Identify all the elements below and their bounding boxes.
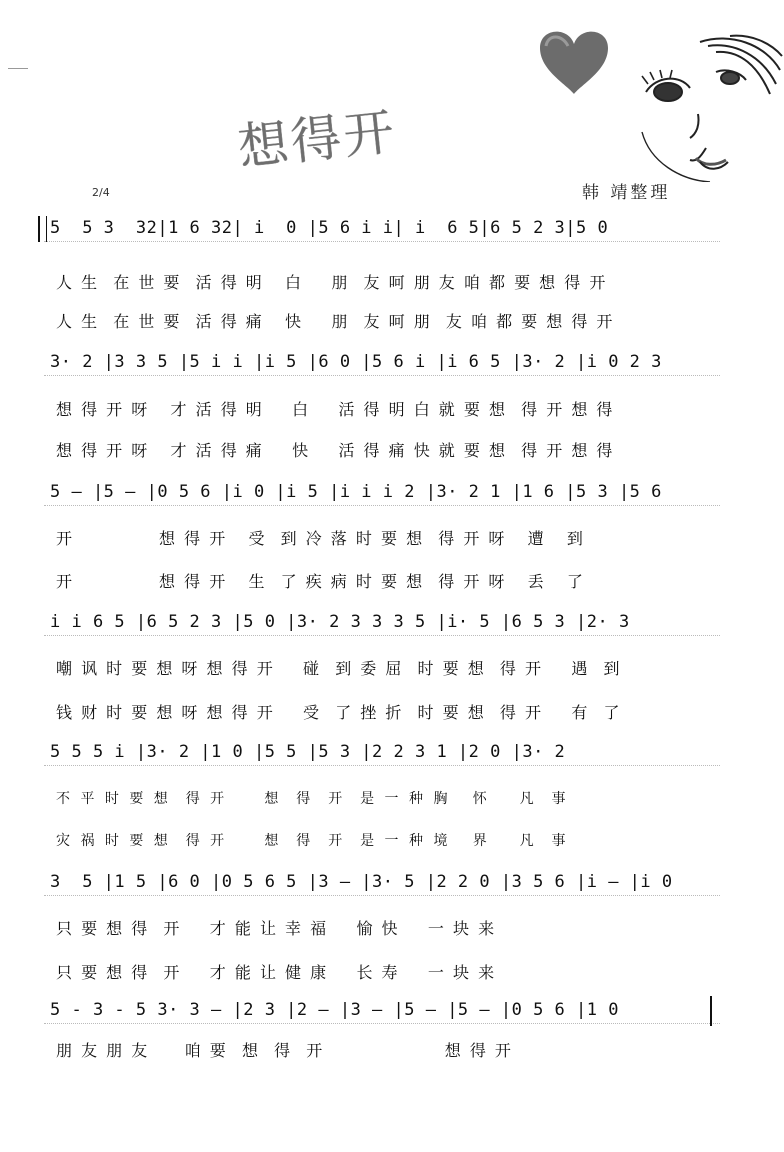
lyric-line: 灾 祸 时 要 想 得 开 想 得 开 是 一 种 境 界 凡 事 <box>56 833 569 849</box>
notation-line: i i 6 5 |6 5 2 3 |5 0 |3· 2 3 3 3 5 |i· 5 |6 5 3 |2· 3 <box>50 612 716 632</box>
lyric-line: 只 要 想 得 开 才 能 让 健 康 长 寿 一 块 来 <box>56 963 497 982</box>
song-title: 想得开 <box>235 102 400 177</box>
notation-line: 5 — |5 — |0 5 6 |i 0 |i 5 |i i i 2 |3· 2 1 |1 6 |5 3 |5 6 <box>50 482 716 502</box>
lyric-line: 想 得 开 呀 才 活 得 痛 快 活 得 痛 快 就 要 想 得 开 想 得 <box>56 441 615 460</box>
decorative-face-illustration <box>530 22 784 182</box>
lyric-line: 开 想 得 开 生 了 疾 病 时 要 想 得 开 呀 丢 了 <box>56 572 585 591</box>
lyric-line: 不 平 时 要 想 得 开 想 得 开 是 一 种 胸 怀 凡 事 <box>56 791 569 807</box>
repeat-barline-start <box>38 216 47 242</box>
heart-icon <box>540 32 608 94</box>
final-barline <box>710 996 715 1026</box>
lyric-line: 想 得 开 呀 才 活 得 明 白 活 得 明 白 就 要 想 得 开 想 得 <box>56 400 615 419</box>
arranger-credit: 韩 靖整理 <box>582 183 671 203</box>
notation-line: 5 - 3 - 5 3· 3 — |2 3 |2 — |3 — |5 — |5 — |0 5 6 |1 0 <box>50 1000 716 1020</box>
notation-line: 3 5 |1 5 |6 0 |0 5 6 5 |3 — |3· 5 |2 2 0 |3 5 6 |i — |i 0 <box>50 872 716 892</box>
face-sketch-icon <box>642 36 782 182</box>
lyric-line: 钱 财 时 要 想 呀 想 得 开 受 了 挫 折 时 要 想 得 开 有 了 <box>56 703 622 722</box>
time-signature: 2/4 <box>92 186 110 199</box>
lyric-line: 只 要 想 得 开 才 能 让 幸 福 愉 快 一 块 来 <box>56 919 497 938</box>
lyric-line: 人 生 在 世 要 活 得 痛 快 朋 友 呵 朋 友 咱 都 要 想 得 开 <box>56 312 615 331</box>
lyric-line: 朋 友 朋 友 咱 要 想 得 开 想 得 开 <box>56 1041 513 1060</box>
margin-mark <box>8 68 28 69</box>
lyric-line: 嘲 讽 时 要 想 呀 想 得 开 碰 到 委 屈 时 要 想 得 开 遇 到 <box>56 659 622 678</box>
notation-line: 5 5 3 32|1 6 32| i 0 |5 6 i i| i 6 5|6 5 2 3|5 0 <box>50 218 716 238</box>
lyric-line: 人 生 在 世 要 活 得 明 白 朋 友 呵 朋 友 咱 都 要 想 得 开 <box>56 273 608 292</box>
lyric-line: 开 想 得 开 受 到 冷 落 时 要 想 得 开 呀 遭 到 <box>56 529 585 548</box>
notation-line: 3· 2 |3 3 5 |5 i i |i 5 |6 0 |5 6 i |i 6 5 |3· 2 |i 0 2 3 <box>50 352 716 372</box>
notation-line: 5 5 5 i |3· 2 |1 0 |5 5 |5 3 |2 2 3 1 |2 0 |3· 2 <box>50 742 716 762</box>
